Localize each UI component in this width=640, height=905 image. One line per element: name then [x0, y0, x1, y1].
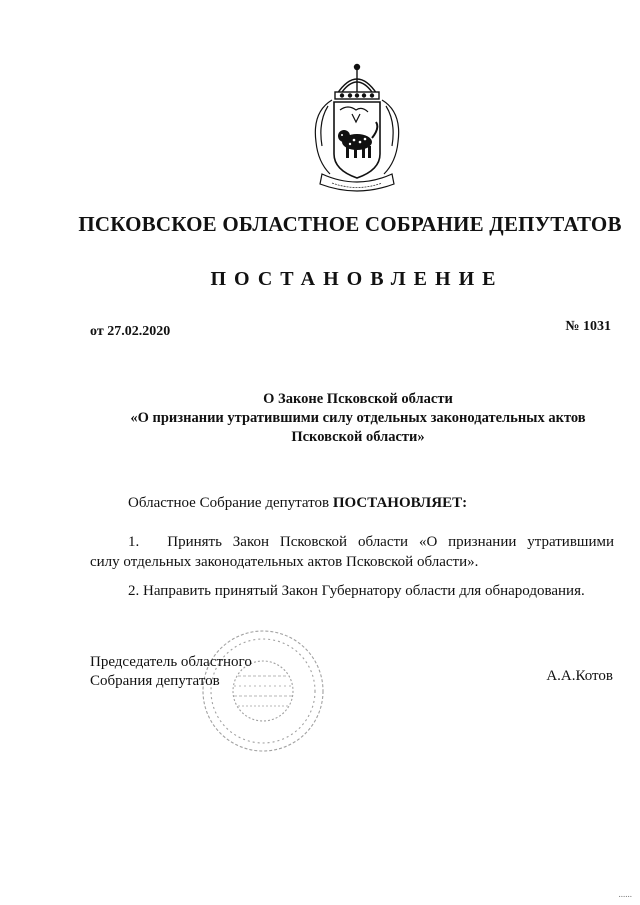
- document-subject: [88, 390, 628, 447]
- item-1-line-1: Принять Закон Псковской области «О признании утратившими: [167, 534, 614, 550]
- signer-title-line-2: Собрания депутатов: [90, 673, 220, 689]
- preamble: [128, 495, 467, 512]
- preamble-resolve: ПОСТАНОВЛЯЕТ:: [332, 495, 468, 511]
- resolution-item-1: [90, 532, 614, 572]
- signer-title: [90, 653, 252, 691]
- document-date: от 27.02.2020: [90, 324, 171, 339]
- pskov-coat-of-arms-icon: [302, 62, 412, 196]
- footer-mark: ......: [618, 889, 632, 899]
- organization-name: ПСКОВСКОЕ ОБЛАСТНОЕ СОБРАНИЕ ДЕПУТАТОВ: [78, 212, 622, 236]
- subject-line-3: Псковской области»: [291, 429, 425, 445]
- document-type-title: ПОСТАНОВЛЕНИЕ: [210, 268, 504, 290]
- subject-line-1: О Законе Псковской области: [263, 391, 453, 407]
- item-1-line-2: силу отдельных законодательных актов Псковской области».: [90, 554, 479, 570]
- signer-name: А.А.Котов: [546, 668, 613, 684]
- preamble-text: Областное Собрание депутатов: [128, 495, 333, 511]
- round-seal-stamp-icon: [198, 626, 328, 756]
- subject-line-2: «О признании утратившими силу отдельных законодательных актов: [130, 410, 586, 426]
- resolution-item-2: 2. Направить принятый Закон Губернатору области для обнародования.: [128, 583, 585, 599]
- item-1-number: 1.: [128, 534, 140, 550]
- signer-title-line-1: Председатель областного: [90, 654, 252, 670]
- document-number: № 1031: [565, 319, 611, 334]
